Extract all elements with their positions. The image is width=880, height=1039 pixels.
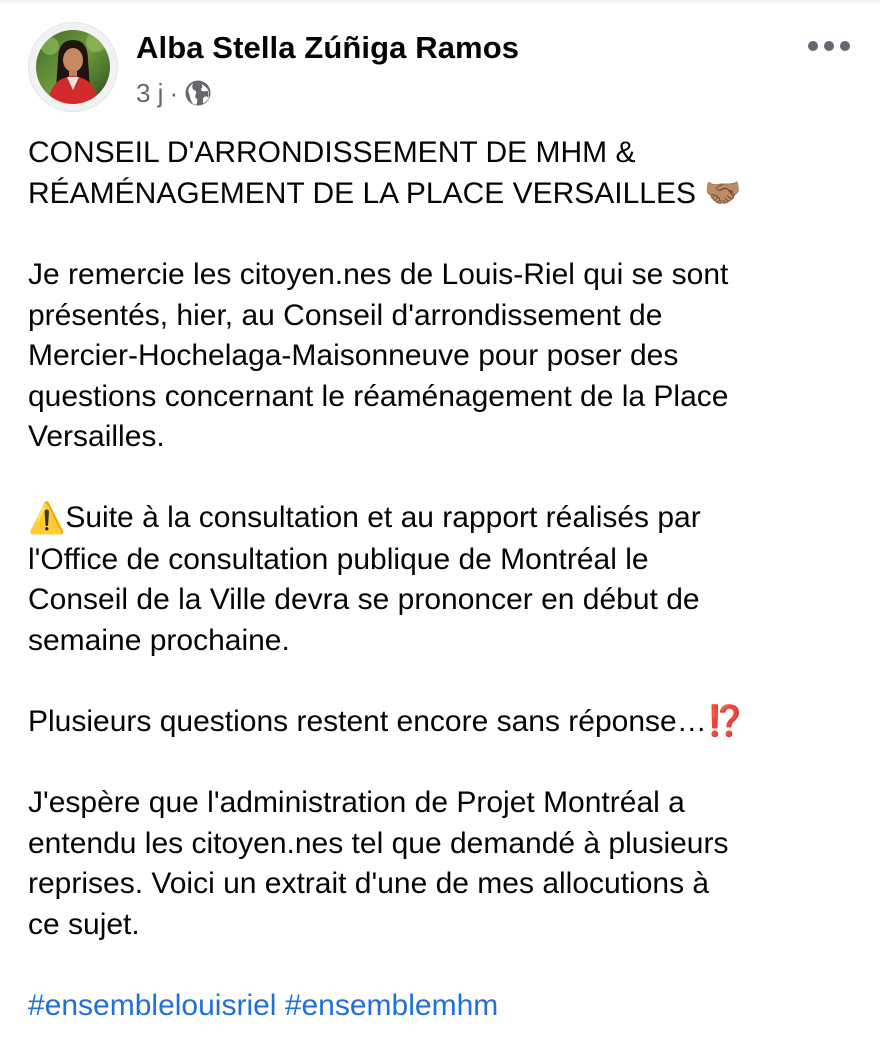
more-options-icon[interactable]	[808, 36, 850, 56]
paragraph-closing: J'espère que l'administration de Projet Montréal a entendu les citoyen.nes tel que demandé à plusieurs reprises. Voici un extrait d'une de mes allocutions à ce sujet.	[28, 786, 729, 941]
paragraph-warning-text: Suite à la consultation et au rapport réalisés par l'Office de consultation publique de Montréal le Conseil de la Ville devra se prononcer en début de semaine prochaine.	[28, 501, 701, 657]
top-divider	[0, 0, 880, 4]
avatar-photo	[36, 30, 110, 104]
more-dot	[808, 41, 818, 51]
hashtag-ensemblemhm[interactable]: #ensemblemhm	[284, 988, 499, 1022]
globe-icon[interactable]	[184, 79, 212, 107]
author-name[interactable]: Alba Stella Zúñiga Ramos	[136, 30, 520, 65]
more-dot	[824, 41, 834, 51]
interrobang-emoji-icon: ⁉️	[706, 705, 745, 739]
hashtag-ensemblelouisriel[interactable]: #ensemblelouisriel	[28, 988, 277, 1022]
post-time[interactable]: 3 j	[136, 77, 164, 108]
handshake-emoji-icon: 🤝🏽	[704, 177, 742, 211]
paragraph-thanks: Je remercie les citoyen.nes de Louis-Riel qui se sont présentés, hier, au Conseil d'arrondissement de Mercier-Hochelaga-Maisonneuve pour poser des questions concernant le réaménagement de la Place Versailles.	[28, 258, 729, 454]
post-header	[28, 22, 858, 112]
post-meta	[136, 77, 212, 109]
heading-line-2: RÉAMÉNAGEMENT DE LA PLACE VERSAILLES	[28, 176, 697, 210]
heading-line-1: CONSEIL D'ARRONDISSEMENT DE MHM &	[28, 136, 636, 169]
paragraph-questions-text: Plusieurs questions restent encore sans réponse…	[28, 704, 707, 738]
post-body	[28, 133, 858, 1026]
avatar[interactable]	[28, 22, 118, 112]
more-dot	[840, 41, 850, 51]
paragraph-questions	[28, 702, 858, 743]
hashtags	[28, 986, 858, 1027]
warning-emoji-icon: ⚠️	[28, 502, 66, 536]
meta-separator: ·	[169, 77, 179, 108]
paragraph-warning	[28, 498, 858, 661]
post-heading	[28, 133, 858, 215]
